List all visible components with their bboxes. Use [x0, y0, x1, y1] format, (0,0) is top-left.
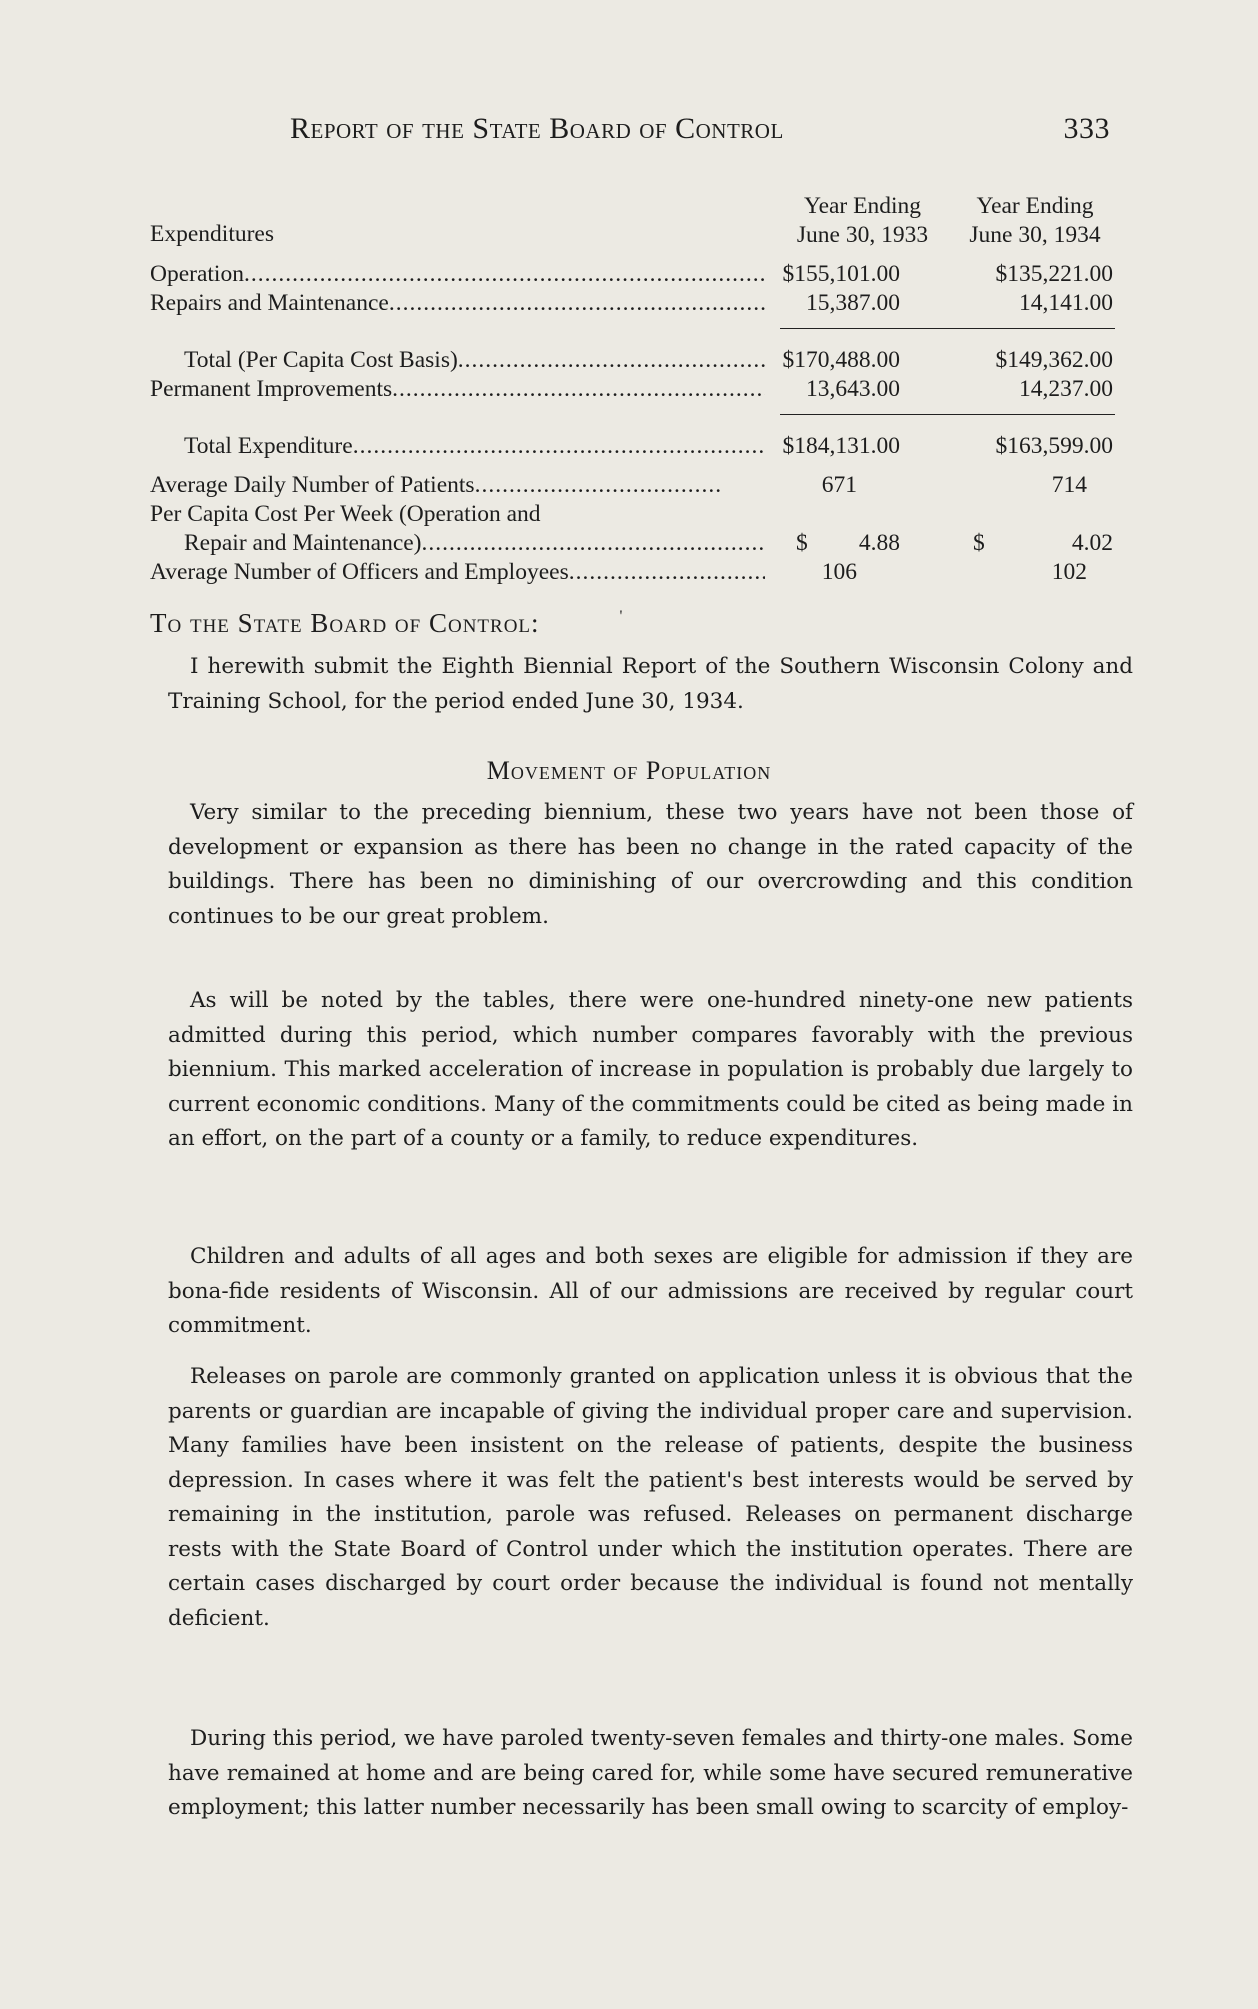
intro-paragraph: I herewith submit the Eighth Biennial Report of the Southern Wisconsin Colony and Training School, for the period ended June 30, 1934.: [168, 654, 1133, 714]
row-label: Repairs and Maintenance .....: [150, 289, 765, 318]
page-number: 333: [1063, 112, 1110, 145]
table-row: [150, 260, 1115, 289]
value-1934: 4.02: [1071, 530, 1113, 556]
currency-1933: $: [796, 530, 808, 556]
section-heading: Movement of Population: [486, 756, 772, 785]
expenditures-table: [150, 192, 1115, 587]
value-1934: 14,237.00: [1019, 376, 1113, 402]
paragraph: During this period, we have paroled twenty-seven females and thirty-one males. Some have remained at home and are being cared for, while some have secured remunerative employment; this latter number necessarily has been small owing to scarcity of employ-: [168, 1726, 1133, 1820]
table-header: [150, 192, 1115, 250]
row-label: Average Number of Officers and Employees .....: [150, 558, 765, 587]
running-header-title: Report of the State Board of Control: [290, 112, 784, 145]
paragraph: Children and adults of all ages and both sexes are eligible for admission if they are bona-fide residents of Wisconsin. All of our admissions are received by regular court commitment.: [168, 1244, 1133, 1338]
row-label: Permanent Improvements .....: [150, 375, 765, 404]
row-label: Operation .....: [150, 260, 765, 289]
value-1933: 106: [821, 559, 857, 585]
table-row: [150, 432, 1115, 461]
row-label: Total Expenditure .....: [150, 432, 765, 461]
paragraph: Releases on parole are commonly granted on application unless it is obvious that the parents or guardian are incapable of giving the individual proper care and supervision. Many families have been insistent on the release of patients, despite the business depression. In cases where it was felt the patient's best interests would be served by remaining in the institution, parole was refused. Releases on permanent discharge rests with the State Board of Control under which the institution operates. There are certain cases discharged by court order because the individual is found not mentally deficient.: [168, 1364, 1133, 1631]
value-1933: $155,101.00: [782, 261, 900, 287]
value-1933: 671: [821, 472, 857, 498]
value-1933: $170,488.00: [782, 347, 900, 373]
value-1934: 714: [1051, 472, 1087, 498]
table-row: [150, 289, 1115, 318]
table-row: [150, 375, 1115, 404]
column-header-1934: Year Ending June 30, 1934: [969, 193, 1101, 248]
column-header-1933: Year Ending June 30, 1933: [796, 193, 929, 248]
value-1934: $163,599.00: [995, 433, 1113, 459]
table-rule: [780, 328, 1115, 329]
row-label: Total (Per Capita Cost Basis) .....: [150, 346, 765, 375]
table-row: [150, 471, 1115, 500]
value-1934: 102: [1051, 559, 1087, 585]
value-1933: $184,131.00: [782, 433, 900, 459]
table-row: [150, 558, 1115, 587]
value-1933: 15,387.00: [806, 290, 900, 316]
table-row: [150, 346, 1115, 375]
table-row: [150, 500, 1115, 529]
value-1934: $149,362.00: [995, 347, 1113, 373]
value-1934: $135,221.00: [995, 261, 1113, 287]
paragraph: Very similar to the preceding biennium, these two years have not been those of development or expansion as there has been no change in the rated capacity of the buildings. There has been no diminishing of our overcrowding and this condition continues to be our great problem.: [168, 800, 1133, 929]
value-1933: 13,643.00: [806, 376, 900, 402]
table-row: [150, 529, 1115, 558]
row-label: Average Daily Number of Patients .....: [150, 471, 720, 500]
row-label: Per Capita Cost Per Week (Operation and: [150, 501, 541, 527]
stray-mark: ': [619, 608, 624, 625]
value-1933: 4.88: [858, 530, 900, 556]
running-header: [290, 112, 1110, 152]
value-1934: 14,141.00: [1019, 290, 1113, 316]
table-header-label: Expenditures: [150, 221, 274, 247]
table-rule: [780, 414, 1115, 415]
currency-1934: $: [973, 530, 985, 556]
paragraph: As will be noted by the tables, there were one-hundred ninety-one new patients admitted during this period, which number compares favorably with the previous biennium. This marked acceleration of increase in population is probably due largely to current economic conditions. Many of the commitments could be cited as being made in an effort, on the part of a county or a family, to reduce expenditures.: [168, 988, 1133, 1151]
salutation: To the State Board of Control: ': [150, 608, 624, 638]
row-label: Repair and Maintenance) .....: [150, 529, 765, 558]
